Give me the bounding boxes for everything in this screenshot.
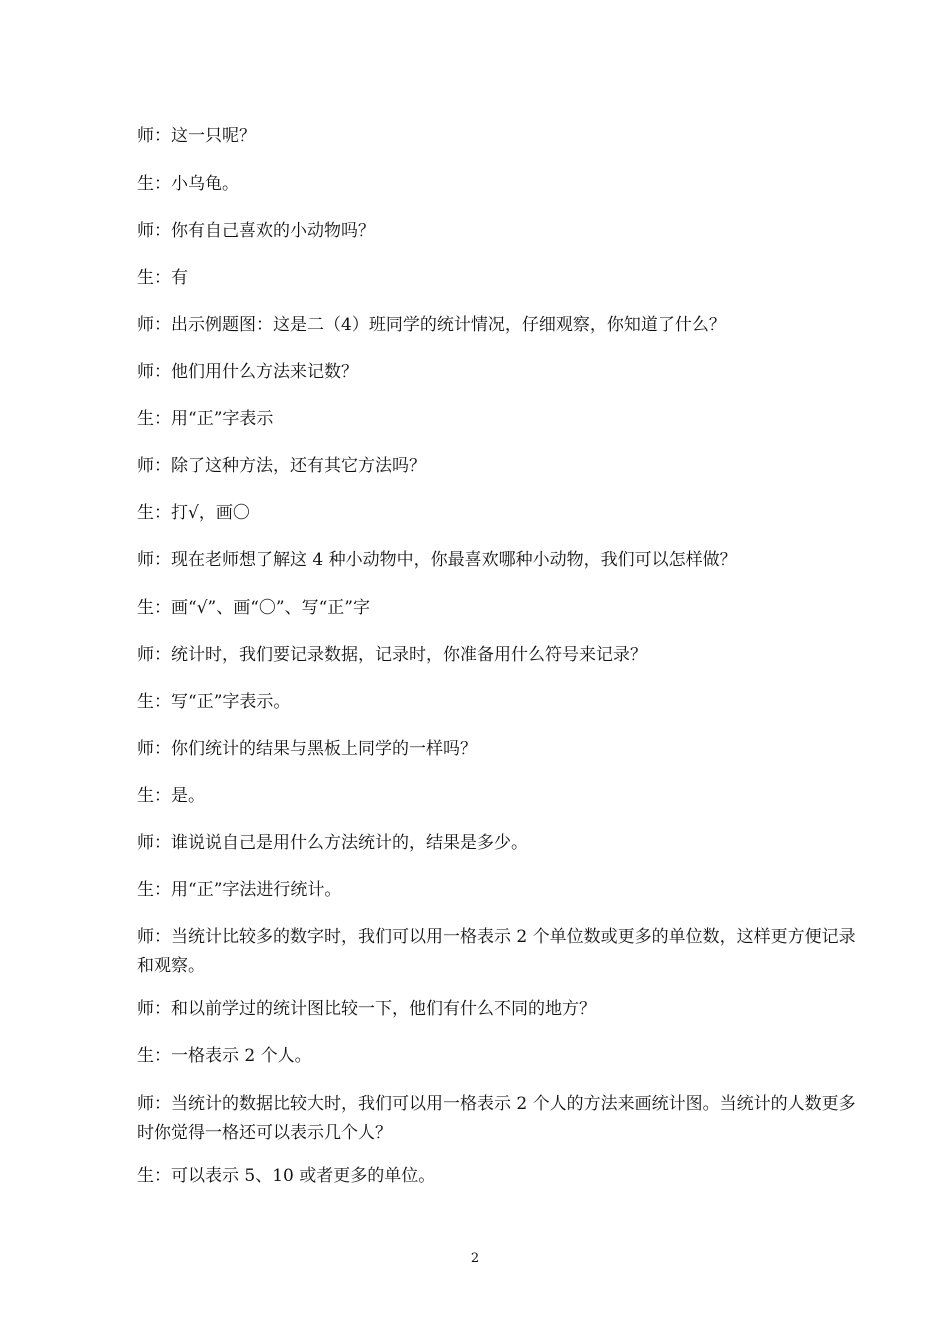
dialogue-line: 生：画“√”、画“〇”、写“正”字 [137, 598, 370, 618]
dialogue-line: 生：小乌龟。 [137, 174, 239, 194]
dialogue-line: 师：他们用什么方法来记数？ [137, 362, 358, 382]
dialogue-line: 师：当统计比较多的数字时，我们可以用一格表示 2 个单位数或更多的单位数，这样更方便记录和观察。 [137, 927, 856, 976]
dialogue-line: 师：你们统计的结果与黑板上同学的一样吗？ [137, 739, 477, 759]
dialogue-line: 师：出示例题图：这是二（4）班同学的统计情况，仔细观察，你知道了什么？ [137, 315, 726, 335]
dialogue-line: 生：打√，画〇 [137, 503, 250, 523]
dialogue-line: 生：写“正”字表示。 [137, 692, 291, 712]
dialogue-line: 生：是。 [137, 786, 205, 806]
dialogue-line: 师：和以前学过的统计图比较一下，他们有什么不同的地方？ [137, 999, 596, 1019]
page-number: 2 [470, 1251, 480, 1266]
dialogue-line: 师：当统计的数据比较大时，我们可以用一格表示 2 个人的方法来画统计图。当统计的人数更多时你觉得一格还可以表示几个人？ [137, 1094, 856, 1143]
dialogue-line: 生：一格表示 2 个人。 [137, 1046, 312, 1066]
dialogue-line: 师：现在老师想了解这 4 种小动物中，你最喜欢哪种小动物，我们可以怎样做？ [137, 550, 737, 570]
dialogue-line: 生：用“正”字表示 [137, 409, 274, 429]
dialogue-line: 师：统计时，我们要记录数据，记录时，你准备用什么符号来记录？ [137, 645, 647, 665]
dialogue-line: 生：用“正”字法进行统计。 [137, 880, 342, 900]
dialogue-line: 师：除了这种方法，还有其它方法吗？ [137, 456, 426, 476]
dialogue-line: 生：可以表示 5、10 或者更多的单位。 [137, 1166, 436, 1186]
dialogue-line: 师：谁说说自己是用什么方法统计的，结果是多少。 [137, 833, 528, 853]
dialogue-line: 师：你有自己喜欢的小动物吗？ [137, 221, 375, 241]
dialogue-line: 师：这一只呢？ [137, 126, 256, 146]
dialogue-line: 生：有 [137, 268, 188, 288]
